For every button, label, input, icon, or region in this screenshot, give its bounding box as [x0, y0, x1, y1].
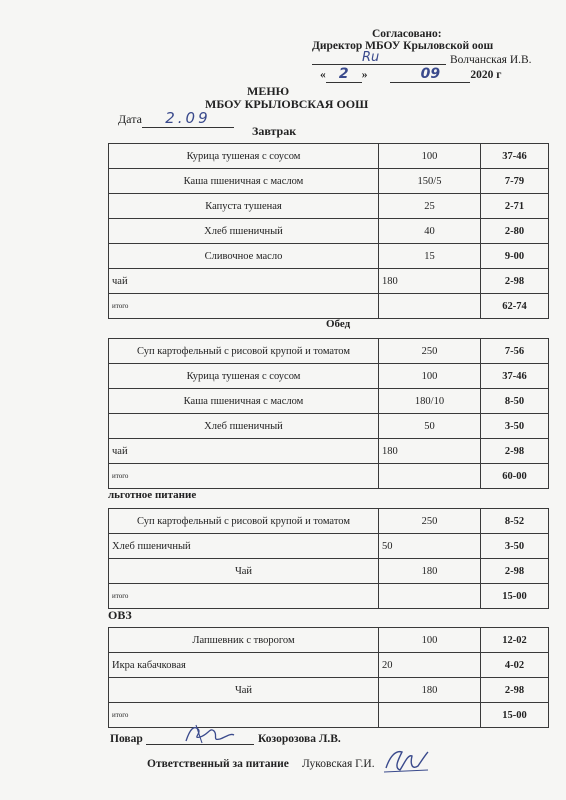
dish-price: 3-50 — [481, 414, 549, 439]
total-row — [109, 584, 549, 609]
total-label: итого — [109, 584, 379, 609]
total-qty — [379, 703, 481, 728]
responsible-label: Ответственный за питание — [147, 758, 289, 770]
dish-price: 8-50 — [481, 389, 549, 414]
total-label: итого — [109, 294, 379, 319]
total-price: 62-74 — [481, 294, 549, 319]
dish-qty: 180 — [379, 439, 481, 464]
dish-qty: 50 — [379, 414, 481, 439]
table-row — [109, 144, 549, 169]
cook-signature — [180, 723, 240, 745]
table-row — [109, 269, 549, 294]
table-row — [109, 509, 549, 534]
approval-day: 2 — [338, 66, 349, 82]
total-price: 15-00 — [481, 584, 549, 609]
dish-qty: 25 — [379, 194, 481, 219]
table-row — [109, 364, 549, 389]
cook-label: Повар — [110, 733, 143, 745]
dish-price: 2-98 — [481, 559, 549, 584]
dish-name: Чай — [109, 559, 379, 584]
date-row — [118, 109, 234, 128]
dish-name: Курица тушеная с соусом — [109, 144, 379, 169]
dish-name: чай — [109, 269, 379, 294]
dish-price: 4-02 — [481, 653, 549, 678]
table-row — [109, 678, 549, 703]
dish-price: 8-52 — [481, 509, 549, 534]
approval-month: 09 — [420, 66, 441, 82]
lunch-title: Обед — [326, 318, 351, 330]
table-row — [109, 534, 549, 559]
benefit-table — [108, 508, 549, 609]
table-row — [109, 219, 549, 244]
approval-month-field — [390, 66, 470, 83]
director-signature: Ru — [362, 50, 380, 65]
total-qty — [379, 294, 481, 319]
dish-qty: 180 — [379, 559, 481, 584]
dish-price: 3-50 — [481, 534, 549, 559]
table-row — [109, 339, 549, 364]
dish-price: 37-46 — [481, 144, 549, 169]
approval-year: 2020 г — [470, 69, 502, 81]
dish-price: 7-79 — [481, 169, 549, 194]
dish-name: Курица тушеная с соусом — [109, 364, 379, 389]
table-row — [109, 244, 549, 269]
dish-qty: 250 — [379, 509, 481, 534]
dish-qty: 50 — [379, 534, 481, 559]
dish-qty: 180 — [379, 678, 481, 703]
dish-qty: 20 — [379, 653, 481, 678]
approval-label: Согласовано: — [372, 28, 442, 40]
total-label: итого — [109, 464, 379, 489]
total-row — [109, 294, 549, 319]
responsible-name: Луковская Г.И. — [302, 758, 375, 770]
table-row — [109, 628, 549, 653]
total-label: итого — [109, 703, 379, 728]
dish-price: 9-00 — [481, 244, 549, 269]
table-row — [109, 389, 549, 414]
dish-price: 2-71 — [481, 194, 549, 219]
cook-signature-line — [146, 733, 254, 745]
approval-date — [320, 66, 501, 83]
table-row — [109, 559, 549, 584]
dish-name: Суп картофельный с рисовой крупой и томатом — [109, 509, 379, 534]
benefit-title: льготное питание — [108, 489, 197, 501]
table-row — [109, 439, 549, 464]
quote-close: » — [361, 69, 368, 81]
dish-name: Сливочное масло — [109, 244, 379, 269]
director-signature-line — [312, 52, 446, 65]
dish-qty: 100 — [379, 628, 481, 653]
table-row — [109, 414, 549, 439]
breakfast-table — [108, 143, 549, 319]
school-title: МБОУ КРЫЛОВСКАЯ ООШ — [205, 97, 369, 111]
ovz-title: ОВЗ — [108, 608, 132, 622]
total-price: 15-00 — [481, 703, 549, 728]
director-line: Директор МБОУ Крыловской оош — [312, 40, 494, 52]
dish-name: Лапшевник с творогом — [109, 628, 379, 653]
dish-qty: 180 — [379, 269, 481, 294]
total-qty — [379, 464, 481, 489]
quote-open: « — [320, 69, 326, 81]
dish-name: Хлеб пшеничный — [109, 534, 379, 559]
dish-name: Суп картофельный с рисовой крупой и томатом — [109, 339, 379, 364]
dish-qty: 40 — [379, 219, 481, 244]
date-label: Дата — [118, 112, 142, 126]
menu-title: МЕНЮ — [247, 84, 290, 98]
dish-qty: 250 — [379, 339, 481, 364]
dish-name: Каша пшеничная с маслом — [109, 169, 379, 194]
dish-qty: 15 — [379, 244, 481, 269]
dish-name: Чай — [109, 678, 379, 703]
dish-price: 2-98 — [481, 439, 549, 464]
dish-price: 2-80 — [481, 219, 549, 244]
responsible-signature — [382, 746, 432, 776]
cook-name: Козорозова Л.В. — [258, 733, 341, 745]
director-name: Волчанская И.В. — [450, 54, 532, 66]
dish-name: Хлеб пшеничный — [109, 414, 379, 439]
date-field — [142, 109, 234, 128]
breakfast-title: Завтрак — [252, 124, 297, 138]
dish-name: Каша пшеничная с маслом — [109, 389, 379, 414]
dish-name: Капуста тушеная — [109, 194, 379, 219]
date-value: 2.09 — [165, 109, 211, 127]
dish-price: 2-98 — [481, 678, 549, 703]
dish-price: 7-56 — [481, 339, 549, 364]
total-row — [109, 703, 549, 728]
dish-name: чай — [109, 439, 379, 464]
dish-qty: 100 — [379, 364, 481, 389]
total-row — [109, 464, 549, 489]
dish-price: 2-98 — [481, 269, 549, 294]
total-price: 60-00 — [481, 464, 549, 489]
dish-qty: 100 — [379, 144, 481, 169]
total-qty — [379, 584, 481, 609]
ovz-table — [108, 627, 549, 728]
dish-qty: 180/10 — [379, 389, 481, 414]
dish-price: 12-02 — [481, 628, 549, 653]
lunch-table — [108, 338, 549, 489]
approval-day-field — [326, 66, 362, 83]
dish-price: 37-46 — [481, 364, 549, 389]
dish-name: Хлеб пшеничный — [109, 219, 379, 244]
dish-qty: 150/5 — [379, 169, 481, 194]
table-row — [109, 194, 549, 219]
table-row — [109, 169, 549, 194]
dish-name: Икра кабачковая — [109, 653, 379, 678]
table-row — [109, 653, 549, 678]
